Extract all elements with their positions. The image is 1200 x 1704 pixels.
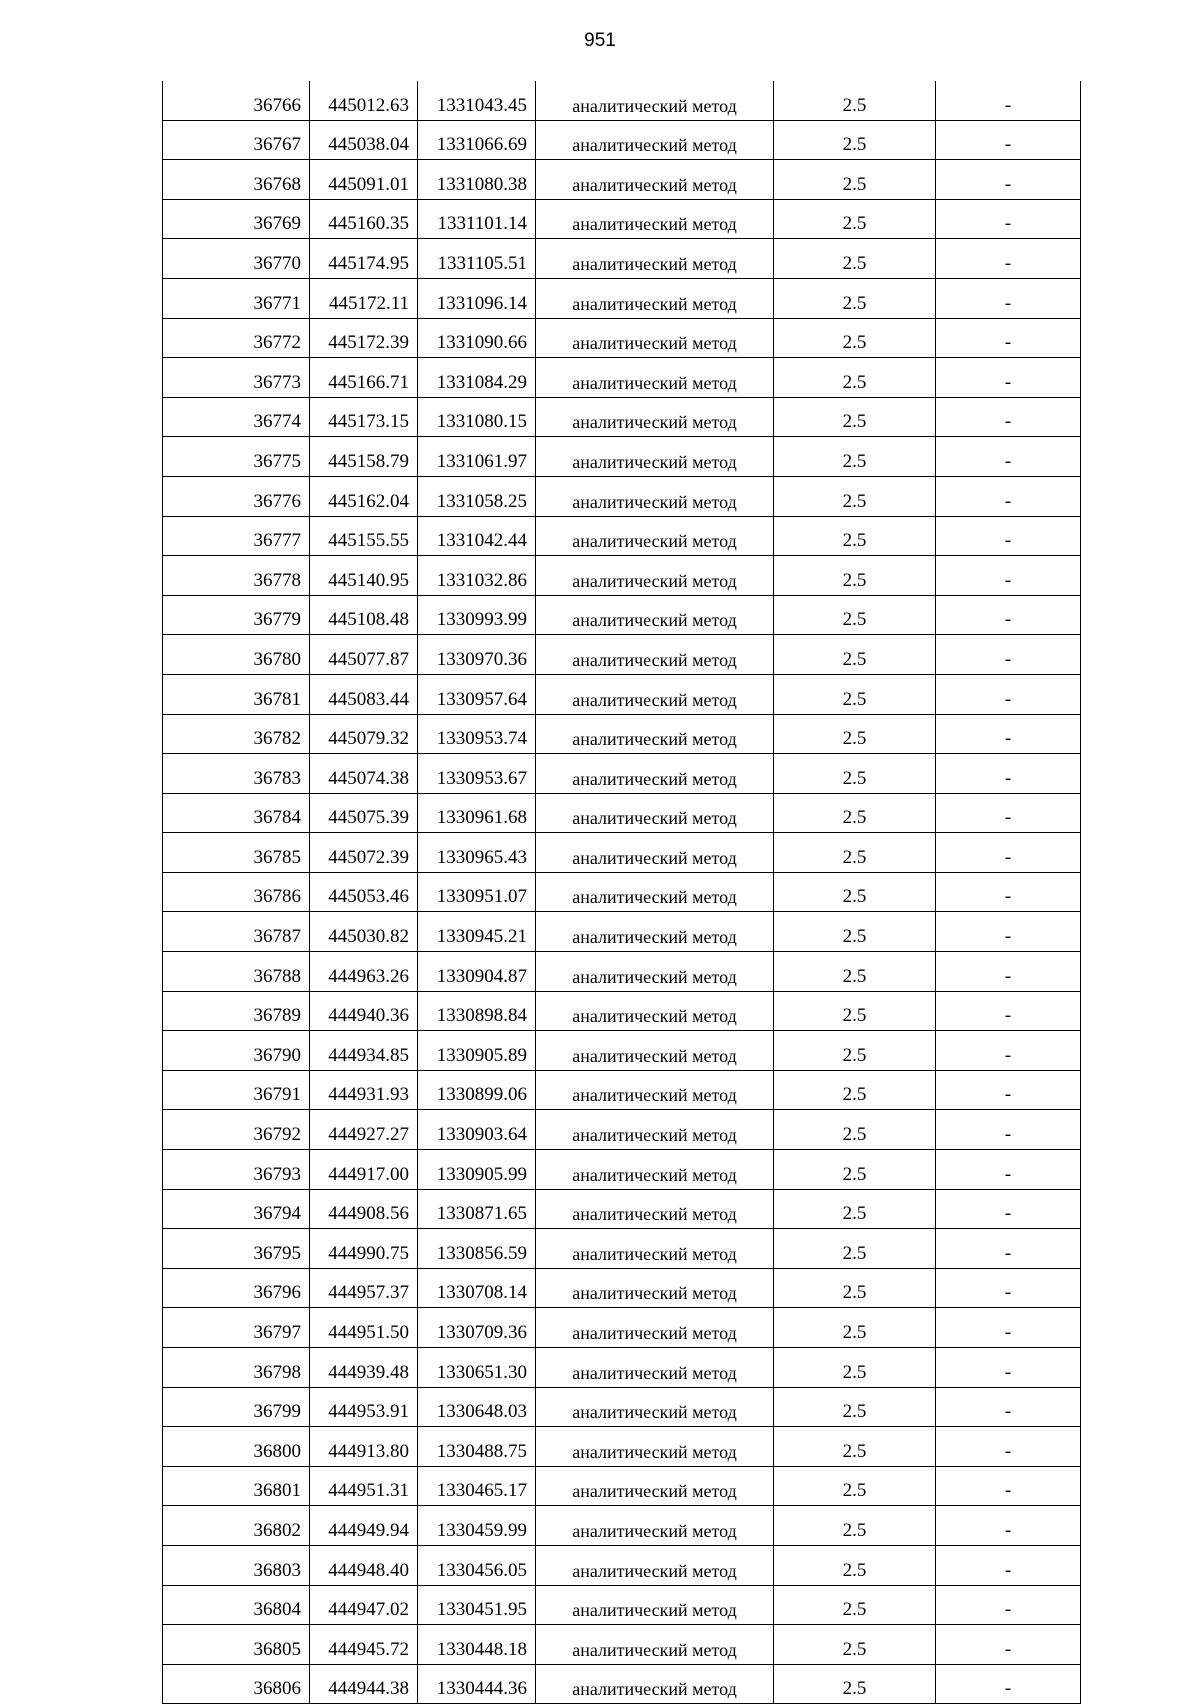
point-number-cell: 36796 <box>163 1268 310 1308</box>
method-cell: аналитический метод <box>536 1585 774 1625</box>
point-number-cell: 36773 <box>163 358 310 398</box>
table-row <box>163 674 1081 714</box>
note-cell: - <box>936 397 1081 437</box>
method-cell: аналитический метод <box>536 1387 774 1427</box>
accuracy-cell: 2.5 <box>774 1150 936 1190</box>
y-coordinate-cell: 1330488.75 <box>418 1427 536 1467</box>
x-coordinate-cell: 445172.11 <box>310 278 418 318</box>
note-cell: - <box>936 199 1081 239</box>
point-number-cell: 36776 <box>163 476 310 516</box>
x-coordinate-cell: 445108.48 <box>310 595 418 635</box>
accuracy-cell: 2.5 <box>774 358 936 398</box>
accuracy-cell: 2.5 <box>774 239 936 279</box>
table-body <box>163 81 1081 1704</box>
note-cell: - <box>936 754 1081 794</box>
accuracy-cell: 2.5 <box>774 872 936 912</box>
y-coordinate-cell: 1331061.97 <box>418 437 536 477</box>
note-cell: - <box>936 991 1081 1031</box>
accuracy-cell: 2.5 <box>774 635 936 675</box>
accuracy-cell: 2.5 <box>774 120 936 160</box>
x-coordinate-cell: 444990.75 <box>310 1229 418 1269</box>
note-cell: - <box>936 1031 1081 1071</box>
note-cell: - <box>936 952 1081 992</box>
method-cell: аналитический метод <box>536 1110 774 1150</box>
note-cell: - <box>936 833 1081 873</box>
method-cell: аналитический метод <box>536 81 774 120</box>
point-number-cell: 36768 <box>163 160 310 200</box>
method-cell: аналитический метод <box>536 1545 774 1585</box>
x-coordinate-cell: 444908.56 <box>310 1189 418 1229</box>
y-coordinate-cell: 1330456.05 <box>418 1545 536 1585</box>
method-cell: аналитический метод <box>536 1427 774 1467</box>
x-coordinate-cell: 445077.87 <box>310 635 418 675</box>
table-row <box>163 1150 1081 1190</box>
accuracy-cell: 2.5 <box>774 1189 936 1229</box>
table-row <box>163 1189 1081 1229</box>
accuracy-cell: 2.5 <box>774 595 936 635</box>
note-cell: - <box>936 120 1081 160</box>
table-row <box>163 635 1081 675</box>
note-cell: - <box>936 1625 1081 1665</box>
y-coordinate-cell: 1330945.21 <box>418 912 536 952</box>
point-number-cell: 36793 <box>163 1150 310 1190</box>
point-number-cell: 36778 <box>163 556 310 596</box>
y-coordinate-cell: 1331096.14 <box>418 278 536 318</box>
coordinates-table <box>162 81 1081 1704</box>
note-cell: - <box>936 1506 1081 1546</box>
method-cell: аналитический метод <box>536 239 774 279</box>
method-cell: аналитический метод <box>536 318 774 358</box>
accuracy-cell: 2.5 <box>774 1625 936 1665</box>
x-coordinate-cell: 445166.71 <box>310 358 418 398</box>
y-coordinate-cell: 1330905.89 <box>418 1031 536 1071</box>
table-row <box>163 1229 1081 1269</box>
table-row <box>163 793 1081 833</box>
y-coordinate-cell: 1331032.86 <box>418 556 536 596</box>
method-cell: аналитический метод <box>536 912 774 952</box>
note-cell: - <box>936 1387 1081 1427</box>
table-row <box>163 1664 1081 1704</box>
table-row <box>163 1506 1081 1546</box>
y-coordinate-cell: 1330903.64 <box>418 1110 536 1150</box>
note-cell: - <box>936 1308 1081 1348</box>
y-coordinate-cell: 1330957.64 <box>418 674 536 714</box>
y-coordinate-cell: 1331101.14 <box>418 199 536 239</box>
method-cell: аналитический метод <box>536 714 774 754</box>
note-cell: - <box>936 1189 1081 1229</box>
point-number-cell: 36775 <box>163 437 310 477</box>
y-coordinate-cell: 1330709.36 <box>418 1308 536 1348</box>
point-number-cell: 36780 <box>163 635 310 675</box>
x-coordinate-cell: 444939.48 <box>310 1348 418 1388</box>
note-cell: - <box>936 1427 1081 1467</box>
method-cell: аналитический метод <box>536 120 774 160</box>
accuracy-cell: 2.5 <box>774 1664 936 1704</box>
x-coordinate-cell: 444927.27 <box>310 1110 418 1150</box>
table-row <box>163 556 1081 596</box>
note-cell: - <box>936 912 1081 952</box>
note-cell: - <box>936 595 1081 635</box>
x-coordinate-cell: 445083.44 <box>310 674 418 714</box>
y-coordinate-cell: 1330904.87 <box>418 952 536 992</box>
table-row <box>163 476 1081 516</box>
y-coordinate-cell: 1330871.65 <box>418 1189 536 1229</box>
point-number-cell: 36770 <box>163 239 310 279</box>
accuracy-cell: 2.5 <box>774 991 936 1031</box>
table-row <box>163 714 1081 754</box>
note-cell: - <box>936 1545 1081 1585</box>
note-cell: - <box>936 793 1081 833</box>
y-coordinate-cell: 1331058.25 <box>418 476 536 516</box>
y-coordinate-cell: 1330451.95 <box>418 1585 536 1625</box>
method-cell: аналитический метод <box>536 674 774 714</box>
x-coordinate-cell: 445091.01 <box>310 160 418 200</box>
point-number-cell: 36777 <box>163 516 310 556</box>
accuracy-cell: 2.5 <box>774 1506 936 1546</box>
x-coordinate-cell: 445158.79 <box>310 437 418 477</box>
table-row <box>163 81 1081 120</box>
table-row <box>163 1585 1081 1625</box>
x-coordinate-cell: 444948.40 <box>310 1545 418 1585</box>
y-coordinate-cell: 1330465.17 <box>418 1466 536 1506</box>
point-number-cell: 36766 <box>163 81 310 120</box>
x-coordinate-cell: 445030.82 <box>310 912 418 952</box>
point-number-cell: 36769 <box>163 199 310 239</box>
point-number-cell: 36798 <box>163 1348 310 1388</box>
x-coordinate-cell: 444949.94 <box>310 1506 418 1546</box>
table-row <box>163 318 1081 358</box>
table-row <box>163 1070 1081 1110</box>
x-coordinate-cell: 444940.36 <box>310 991 418 1031</box>
accuracy-cell: 2.5 <box>774 1308 936 1348</box>
point-number-cell: 36771 <box>163 278 310 318</box>
accuracy-cell: 2.5 <box>774 397 936 437</box>
note-cell: - <box>936 674 1081 714</box>
note-cell: - <box>936 556 1081 596</box>
note-cell: - <box>936 1268 1081 1308</box>
note-cell: - <box>936 872 1081 912</box>
accuracy-cell: 2.5 <box>774 160 936 200</box>
point-number-cell: 36799 <box>163 1387 310 1427</box>
point-number-cell: 36795 <box>163 1229 310 1269</box>
method-cell: аналитический метод <box>536 476 774 516</box>
table-row <box>163 833 1081 873</box>
point-number-cell: 36797 <box>163 1308 310 1348</box>
method-cell: аналитический метод <box>536 595 774 635</box>
x-coordinate-cell: 444913.80 <box>310 1427 418 1467</box>
note-cell: - <box>936 516 1081 556</box>
method-cell: аналитический метод <box>536 1268 774 1308</box>
y-coordinate-cell: 1330951.07 <box>418 872 536 912</box>
note-cell: - <box>936 1466 1081 1506</box>
y-coordinate-cell: 1330448.18 <box>418 1625 536 1665</box>
table-row <box>163 1348 1081 1388</box>
table-row <box>163 872 1081 912</box>
x-coordinate-cell: 445173.15 <box>310 397 418 437</box>
accuracy-cell: 2.5 <box>774 1387 936 1427</box>
page-number: 951 <box>584 30 616 51</box>
note-cell: - <box>936 278 1081 318</box>
accuracy-cell: 2.5 <box>774 952 936 992</box>
table-row <box>163 358 1081 398</box>
table-row <box>163 1625 1081 1665</box>
table-row <box>163 1110 1081 1150</box>
point-number-cell: 36800 <box>163 1427 310 1467</box>
method-cell: аналитический метод <box>536 872 774 912</box>
note-cell: - <box>936 160 1081 200</box>
method-cell: аналитический метод <box>536 437 774 477</box>
x-coordinate-cell: 445160.35 <box>310 199 418 239</box>
note-cell: - <box>936 318 1081 358</box>
y-coordinate-cell: 1331042.44 <box>418 516 536 556</box>
point-number-cell: 36801 <box>163 1466 310 1506</box>
accuracy-cell: 2.5 <box>774 1545 936 1585</box>
table-row <box>163 1387 1081 1427</box>
accuracy-cell: 2.5 <box>774 912 936 952</box>
point-number-cell: 36786 <box>163 872 310 912</box>
point-number-cell: 36767 <box>163 120 310 160</box>
table-row <box>163 160 1081 200</box>
point-number-cell: 36789 <box>163 991 310 1031</box>
accuracy-cell: 2.5 <box>774 1466 936 1506</box>
y-coordinate-cell: 1330444.36 <box>418 1664 536 1704</box>
x-coordinate-cell: 444953.91 <box>310 1387 418 1427</box>
method-cell: аналитический метод <box>536 1150 774 1190</box>
method-cell: аналитический метод <box>536 1031 774 1071</box>
table-row <box>163 595 1081 635</box>
x-coordinate-cell: 444963.26 <box>310 952 418 992</box>
method-cell: аналитический метод <box>536 1308 774 1348</box>
point-number-cell: 36802 <box>163 1506 310 1546</box>
x-coordinate-cell: 445162.04 <box>310 476 418 516</box>
method-cell: аналитический метод <box>536 1348 774 1388</box>
y-coordinate-cell: 1330899.06 <box>418 1070 536 1110</box>
y-coordinate-cell: 1331105.51 <box>418 239 536 279</box>
method-cell: аналитический метод <box>536 160 774 200</box>
y-coordinate-cell: 1330651.30 <box>418 1348 536 1388</box>
accuracy-cell: 2.5 <box>774 1110 936 1150</box>
y-coordinate-cell: 1330965.43 <box>418 833 536 873</box>
y-coordinate-cell: 1331090.66 <box>418 318 536 358</box>
method-cell: аналитический метод <box>536 278 774 318</box>
table-row <box>163 754 1081 794</box>
note-cell: - <box>936 358 1081 398</box>
y-coordinate-cell: 1330459.99 <box>418 1506 536 1546</box>
point-number-cell: 36785 <box>163 833 310 873</box>
method-cell: аналитический метод <box>536 556 774 596</box>
accuracy-cell: 2.5 <box>774 1268 936 1308</box>
y-coordinate-cell: 1330993.99 <box>418 595 536 635</box>
y-coordinate-cell: 1331084.29 <box>418 358 536 398</box>
x-coordinate-cell: 445053.46 <box>310 872 418 912</box>
y-coordinate-cell: 1330708.14 <box>418 1268 536 1308</box>
point-number-cell: 36805 <box>163 1625 310 1665</box>
table-row <box>163 1545 1081 1585</box>
x-coordinate-cell: 445079.32 <box>310 714 418 754</box>
accuracy-cell: 2.5 <box>774 476 936 516</box>
table-row <box>163 1427 1081 1467</box>
method-cell: аналитический метод <box>536 754 774 794</box>
note-cell: - <box>936 1110 1081 1150</box>
x-coordinate-cell: 444944.38 <box>310 1664 418 1704</box>
method-cell: аналитический метод <box>536 1625 774 1665</box>
point-number-cell: 36791 <box>163 1070 310 1110</box>
point-number-cell: 36779 <box>163 595 310 635</box>
table-row <box>163 199 1081 239</box>
y-coordinate-cell: 1330898.84 <box>418 991 536 1031</box>
point-number-cell: 36781 <box>163 674 310 714</box>
table-row <box>163 1308 1081 1348</box>
x-coordinate-cell: 445174.95 <box>310 239 418 279</box>
point-number-cell: 36772 <box>163 318 310 358</box>
method-cell: аналитический метод <box>536 1189 774 1229</box>
point-number-cell: 36788 <box>163 952 310 992</box>
y-coordinate-cell: 1331066.69 <box>418 120 536 160</box>
y-coordinate-cell: 1331080.38 <box>418 160 536 200</box>
x-coordinate-cell: 444957.37 <box>310 1268 418 1308</box>
accuracy-cell: 2.5 <box>774 833 936 873</box>
x-coordinate-cell: 444951.50 <box>310 1308 418 1348</box>
method-cell: аналитический метод <box>536 991 774 1031</box>
method-cell: аналитический метод <box>536 199 774 239</box>
accuracy-cell: 2.5 <box>774 318 936 358</box>
accuracy-cell: 2.5 <box>774 199 936 239</box>
note-cell: - <box>936 81 1081 120</box>
accuracy-cell: 2.5 <box>774 437 936 477</box>
note-cell: - <box>936 1229 1081 1269</box>
x-coordinate-cell: 445140.95 <box>310 556 418 596</box>
method-cell: аналитический метод <box>536 1466 774 1506</box>
accuracy-cell: 2.5 <box>774 714 936 754</box>
accuracy-cell: 2.5 <box>774 1585 936 1625</box>
method-cell: аналитический метод <box>536 1229 774 1269</box>
method-cell: аналитический метод <box>536 833 774 873</box>
note-cell: - <box>936 635 1081 675</box>
y-coordinate-cell: 1331043.45 <box>418 81 536 120</box>
note-cell: - <box>936 1664 1081 1704</box>
table-row <box>163 516 1081 556</box>
x-coordinate-cell: 445155.55 <box>310 516 418 556</box>
point-number-cell: 36784 <box>163 793 310 833</box>
y-coordinate-cell: 1330648.03 <box>418 1387 536 1427</box>
y-coordinate-cell: 1330961.68 <box>418 793 536 833</box>
point-number-cell: 36806 <box>163 1664 310 1704</box>
y-coordinate-cell: 1330953.67 <box>418 754 536 794</box>
y-coordinate-cell: 1330905.99 <box>418 1150 536 1190</box>
x-coordinate-cell: 445172.39 <box>310 318 418 358</box>
y-coordinate-cell: 1331080.15 <box>418 397 536 437</box>
method-cell: аналитический метод <box>536 1664 774 1704</box>
method-cell: аналитический метод <box>536 358 774 398</box>
accuracy-cell: 2.5 <box>774 516 936 556</box>
note-cell: - <box>936 1585 1081 1625</box>
table-row <box>163 120 1081 160</box>
accuracy-cell: 2.5 <box>774 556 936 596</box>
accuracy-cell: 2.5 <box>774 674 936 714</box>
point-number-cell: 36790 <box>163 1031 310 1071</box>
x-coordinate-cell: 445075.39 <box>310 793 418 833</box>
table-row <box>163 952 1081 992</box>
table-row <box>163 912 1081 952</box>
y-coordinate-cell: 1330953.74 <box>418 714 536 754</box>
x-coordinate-cell: 445038.04 <box>310 120 418 160</box>
note-cell: - <box>936 1150 1081 1190</box>
method-cell: аналитический метод <box>536 635 774 675</box>
y-coordinate-cell: 1330970.36 <box>418 635 536 675</box>
note-cell: - <box>936 437 1081 477</box>
table-row <box>163 1268 1081 1308</box>
note-cell: - <box>936 476 1081 516</box>
x-coordinate-cell: 445012.63 <box>310 81 418 120</box>
note-cell: - <box>936 239 1081 279</box>
method-cell: аналитический метод <box>536 793 774 833</box>
x-coordinate-cell: 444947.02 <box>310 1585 418 1625</box>
accuracy-cell: 2.5 <box>774 1070 936 1110</box>
note-cell: - <box>936 1348 1081 1388</box>
point-number-cell: 36787 <box>163 912 310 952</box>
method-cell: аналитический метод <box>536 397 774 437</box>
x-coordinate-cell: 445072.39 <box>310 833 418 873</box>
point-number-cell: 36804 <box>163 1585 310 1625</box>
accuracy-cell: 2.5 <box>774 1427 936 1467</box>
x-coordinate-cell: 444931.93 <box>310 1070 418 1110</box>
x-coordinate-cell: 445074.38 <box>310 754 418 794</box>
x-coordinate-cell: 444951.31 <box>310 1466 418 1506</box>
table-row <box>163 239 1081 279</box>
accuracy-cell: 2.5 <box>774 1031 936 1071</box>
table-row <box>163 1031 1081 1071</box>
accuracy-cell: 2.5 <box>774 1348 936 1388</box>
table-row <box>163 397 1081 437</box>
method-cell: аналитический метод <box>536 1506 774 1546</box>
table-row <box>163 437 1081 477</box>
accuracy-cell: 2.5 <box>774 793 936 833</box>
method-cell: аналитический метод <box>536 952 774 992</box>
accuracy-cell: 2.5 <box>774 81 936 120</box>
accuracy-cell: 2.5 <box>774 278 936 318</box>
point-number-cell: 36774 <box>163 397 310 437</box>
method-cell: аналитический метод <box>536 516 774 556</box>
accuracy-cell: 2.5 <box>774 1229 936 1269</box>
x-coordinate-cell: 444917.00 <box>310 1150 418 1190</box>
table-row <box>163 991 1081 1031</box>
point-number-cell: 36792 <box>163 1110 310 1150</box>
method-cell: аналитический метод <box>536 1070 774 1110</box>
x-coordinate-cell: 444945.72 <box>310 1625 418 1665</box>
accuracy-cell: 2.5 <box>774 754 936 794</box>
y-coordinate-cell: 1330856.59 <box>418 1229 536 1269</box>
point-number-cell: 36783 <box>163 754 310 794</box>
point-number-cell: 36803 <box>163 1545 310 1585</box>
note-cell: - <box>936 714 1081 754</box>
x-coordinate-cell: 444934.85 <box>310 1031 418 1071</box>
table-row <box>163 1466 1081 1506</box>
note-cell: - <box>936 1070 1081 1110</box>
point-number-cell: 36782 <box>163 714 310 754</box>
table-row <box>163 278 1081 318</box>
point-number-cell: 36794 <box>163 1189 310 1229</box>
